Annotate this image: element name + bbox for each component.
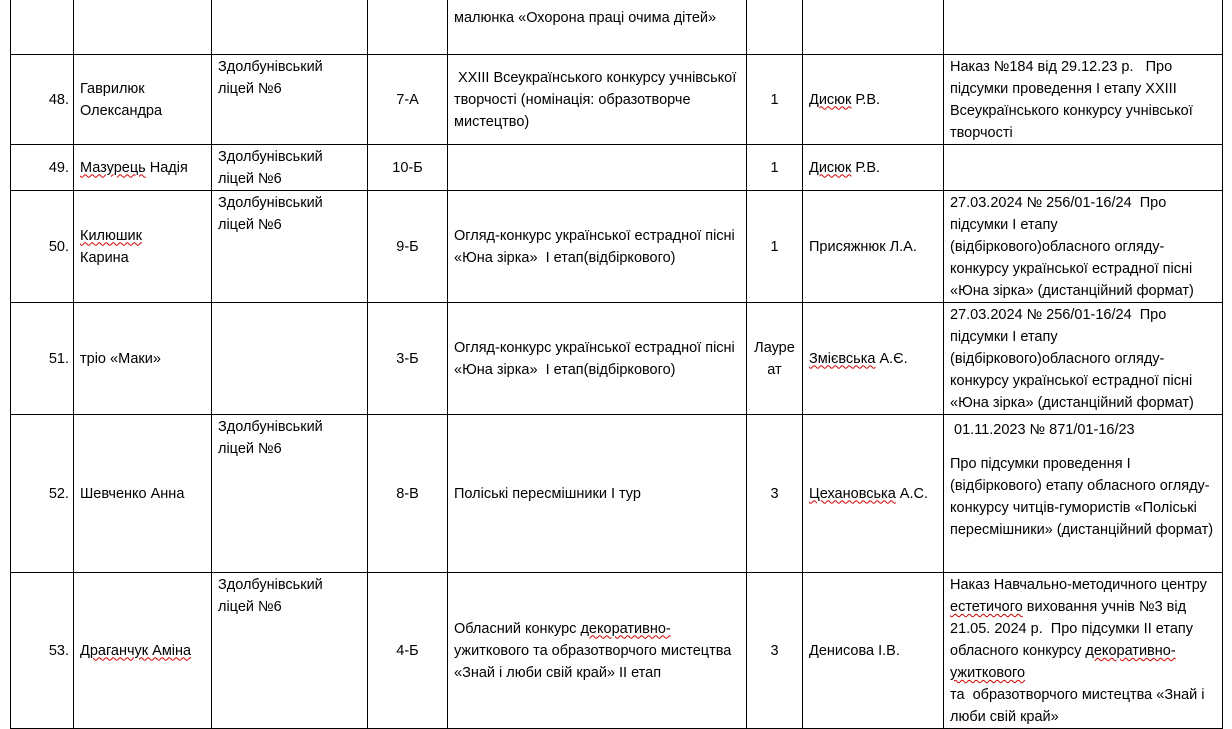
cell-order: [944, 573, 1223, 729]
cell-num: 51.: [11, 303, 74, 415]
cell-teacher: [803, 303, 944, 415]
cell-class: 3-Б: [368, 303, 448, 415]
cell-school: Здолбунівський ліцей №6: [212, 191, 368, 303]
cell-order: [944, 145, 1223, 191]
place-line: Лауре: [754, 339, 795, 356]
teacher-initials: А.С.: [895, 485, 929, 502]
cell-class: 10-Б: [368, 145, 448, 191]
teacher-initials: Р.В.: [851, 91, 881, 108]
order-spacer: [950, 441, 1216, 453]
cell-place: 1: [747, 191, 803, 303]
place-line: ат: [767, 361, 782, 378]
cell-order: [944, 415, 1223, 573]
name-first: Надія: [145, 159, 188, 176]
cell-class: [368, 0, 448, 55]
cell-competition: Поліські пересмішники І тур: [448, 415, 747, 573]
competition-wavy: декоративно-: [580, 620, 671, 637]
cell-school: Здолбунівський ліцей №6: [212, 55, 368, 145]
teacher-surname: Дисюк: [809, 159, 852, 176]
cell-teacher: Присяжнюк Л.А.: [803, 191, 944, 303]
cell-name: [74, 55, 212, 145]
competition-pre: Обласний конкурс: [454, 620, 581, 637]
name-line: Олександра: [80, 102, 163, 119]
cell-place: 1: [747, 145, 803, 191]
cell-competition: [448, 145, 747, 191]
cell-num: 50.: [11, 191, 74, 303]
cell-class: 8-В: [368, 415, 448, 573]
table-row: [11, 415, 1223, 573]
cell-place: [747, 303, 803, 415]
order-text: Про підсумки проведення І (відбіркового) етапу обласного огляду-конкурсу читців-гумористів «Поліські пересмішники» (дистанційний формат): [950, 456, 1214, 538]
cell-competition: [448, 573, 747, 729]
cell-class: 4-Б: [368, 573, 448, 729]
cell-order: 27.03.2024 № 256/01-16/24 Про підсумки І етапу (відбіркового)обласного огляду-конкурсу української естрадної пісні «Юна зірка» (дистанційний формат): [944, 303, 1223, 415]
cell-school: [212, 303, 368, 415]
order-line: 01.11.2023 № 871/01-16/23: [950, 422, 1135, 438]
competition-text: малюнка «Охорона праці очима дітей»: [454, 10, 717, 26]
cell-name: [74, 145, 212, 191]
cell-competition: [448, 0, 747, 55]
cell-place: 1: [747, 55, 803, 145]
cell-num: 53.: [11, 573, 74, 729]
cell-order: Наказ №184 від 29.12.23 р. Про підсумки проведення І етапу XXIII Всеукраїнського конкурсу учнівської творчості: [944, 55, 1223, 145]
cell-teacher: Денисова І.В.: [803, 573, 944, 729]
cell-order: [944, 0, 1223, 55]
table-row: [11, 55, 1223, 145]
competition-post: ужиткового та образотворчого мистецтва «Знай і люби свій край» ІІ етап: [454, 642, 732, 681]
table-row: [11, 303, 1223, 415]
table-row: [11, 191, 1223, 303]
teacher-surname: Дисюк: [809, 91, 852, 108]
name-line: Гаврилюк: [80, 80, 145, 97]
cell-name: [74, 573, 212, 729]
cell-teacher: [803, 0, 944, 55]
cell-school: [212, 0, 368, 55]
cell-school: Здолбунівський ліцей №6: [212, 573, 368, 729]
cell-place: [747, 0, 803, 55]
table-row: [11, 145, 1223, 191]
table-row: [11, 0, 1223, 55]
cell-name: Шевченко Анна: [74, 415, 212, 573]
cell-name: [74, 0, 212, 55]
teacher-initials: Р.В.: [851, 159, 881, 176]
name-surname: Мазурець: [80, 159, 146, 176]
name-surname: Килюшик: [80, 227, 142, 244]
cell-class: 7-А: [368, 55, 448, 145]
cell-competition: XXIII Всеукраїнського конкурсу учнівської творчості (номінація: образотворче мистецтво): [448, 55, 747, 145]
cell-place: 3: [747, 415, 803, 573]
cell-num: [11, 0, 74, 55]
cell-school: Здолбунівський ліцей №6: [212, 415, 368, 573]
order-wavy: естетичого: [950, 599, 1023, 615]
name-full: Драганчук Аміна: [80, 642, 192, 659]
order-part: виховання учнів №3 від 21.05. 2024 р. Про підсумки ІІ етапу обласного конкурсу: [950, 599, 1198, 659]
cell-order: 27.03.2024 № 256/01-16/24 Про підсумки І етапу (відбіркового)обласного огляду-конкурсу української естрадної пісні «Юна зірка» (дистанційний формат): [944, 191, 1223, 303]
cell-name: тріо «Маки»: [74, 303, 212, 415]
cell-teacher: [803, 55, 944, 145]
teacher-initials: А.Є.: [875, 350, 908, 367]
name-first: Карина: [80, 249, 129, 266]
cell-num: 52.: [11, 415, 74, 573]
cell-teacher: [803, 145, 944, 191]
cell-school: Здолбунівський ліцей №6: [212, 145, 368, 191]
cell-competition: Огляд-конкурс української естрадної пісні «Юна зірка» І етап(відбіркового): [448, 191, 747, 303]
results-table: [10, 0, 1223, 729]
table-row: [11, 573, 1223, 729]
cell-num: 48.: [11, 55, 74, 145]
cell-num: 49.: [11, 145, 74, 191]
cell-place: 3: [747, 573, 803, 729]
teacher-surname: Змієвська: [809, 350, 876, 367]
order-part: Наказ Навчально-методичного центру: [950, 577, 1211, 593]
cell-competition: Огляд-конкурс української естрадної пісні «Юна зірка» І етап(відбіркового): [448, 303, 747, 415]
cell-name: [74, 191, 212, 303]
order-part: та образотворчого мистецтва «Знай і люби свій край»: [950, 687, 1209, 725]
cell-class: 9-Б: [368, 191, 448, 303]
cell-teacher: [803, 415, 944, 573]
order-wavy: декоративно-ужиткового: [950, 643, 1176, 681]
teacher-surname: Цехановська: [809, 485, 896, 502]
